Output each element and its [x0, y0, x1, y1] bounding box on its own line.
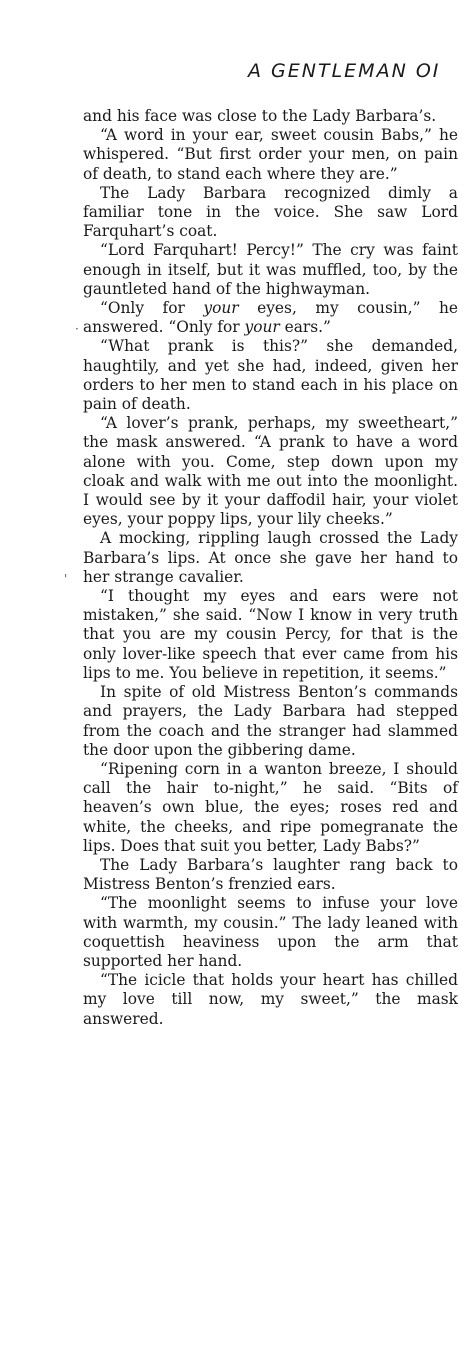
body-paragraph: [83, 587, 458, 683]
body-paragraph: [83, 241, 458, 299]
paragraph-text: “A word in your ear, sweet cousin Babs,” he whispered. “But first order your men, on pain of death, to stand each where they are.”: [83, 126, 458, 183]
margin-mark: ': [64, 572, 68, 586]
running-head: A GENTLEMAN OI: [248, 60, 441, 82]
text-column: [83, 107, 458, 1029]
body-paragraph: [83, 414, 458, 529]
paragraph-text: “Lord Farquhart! Percy!” The cry was faint enough in itself, but it was muffled, too, by the gauntleted hand of the highwayman.: [83, 241, 458, 298]
paragraph-text: “The icicle that holds your heart has chilled my love till now, my sweet,” the mask answered.: [83, 971, 458, 1028]
paragraph-text: “A lover’s prank, perhaps, my sweetheart,” the mask answered. “A prank to have a word alone with you. Come, step down upon my cloak and walk with me out into the moonlight. I would see by it your daffodil hair, your violet eyes, your poppy lips, your lily cheeks.”: [83, 414, 458, 529]
paragraph-text: “I thought my eyes and ears were not mistaken,” she said. “Now I know in very truth that you are my cousin Percy, for that is the only lover-like speech that ever came from his lips to me. You believe in repetition, it seems.”: [83, 587, 458, 682]
body-paragraph: [83, 894, 458, 971]
paragraph-text: “What prank is this?” she demanded, haughtily, and yet she had, indeed, given her orders to her men to stand each in his place on pain of death.: [83, 337, 458, 414]
paragraph-text: “Only for: [100, 299, 204, 318]
body-paragraph: [83, 529, 458, 587]
body-paragraph: [83, 760, 458, 856]
body-paragraph: [83, 107, 458, 126]
body-paragraph: [83, 126, 458, 184]
body-paragraph: [83, 337, 458, 414]
paragraph-text: “Ripening corn in a wanton breeze, I should call the hair to-night,” he said. “Bits of heaven’s own blue, the eyes; roses red and white, the cheeks, and ripe pomegranate the lips. Does that suit you better, Lady Babs?”: [83, 759, 458, 855]
emphasis-text: your: [203, 299, 239, 318]
paragraph-text: The Lady Barbara’s laughter rang back to Mistress Benton’s frenzied ears.: [83, 855, 458, 894]
body-paragraph: [83, 856, 458, 894]
body-paragraph: [83, 184, 458, 242]
paragraph-text: and his face was close to the Lady Barbara’s.: [83, 107, 437, 125]
paragraph-text: A mocking, rippling laugh crossed the Lady Barbara’s lips. At once she gave her hand to her strange cavalier.: [83, 529, 458, 586]
body-paragraph: [83, 683, 458, 760]
body-paragraph: [83, 299, 458, 337]
body-paragraph: [83, 971, 458, 1029]
paragraph-text: The Lady Barbara recognized dimly a familiar tone in the voice. She saw Lord Farquhart’s coat.: [83, 183, 458, 241]
paragraph-text: “The moonlight seems to infuse your love with warmth, my cousin.” The lady leaned with coquettish heaviness upon the arm that supported her hand.: [83, 894, 458, 970]
paragraph-text: eyes, my cousin,” he answered. “Only for: [83, 299, 458, 337]
margin-mark: ·: [75, 322, 79, 336]
paragraph-text: ears.”: [279, 318, 331, 337]
emphasis-text: your: [244, 318, 280, 337]
paragraph-text: In spite of old Mistress Benton’s commands and prayers, the Lady Barbara had stepped from the coach and the stranger had slammed the door upon the gibbering dame.: [83, 683, 458, 759]
